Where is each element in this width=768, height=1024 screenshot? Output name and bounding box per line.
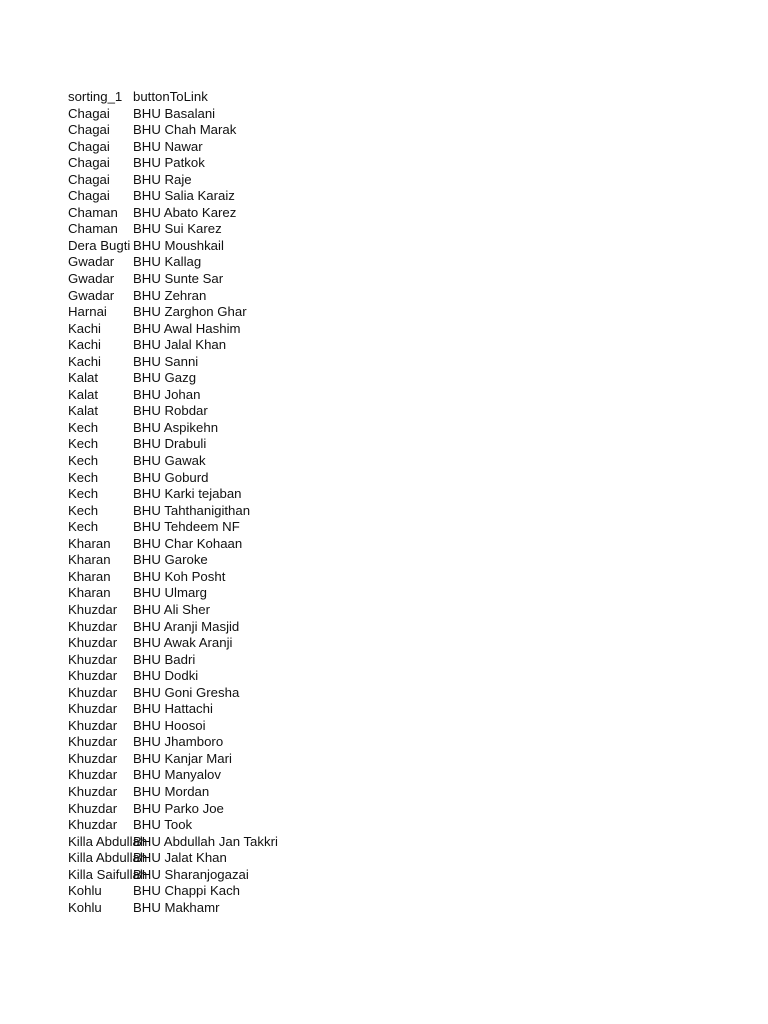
district-cell: Kharan bbox=[68, 535, 111, 551]
facility-cell: BHU Goburd bbox=[133, 469, 209, 485]
facility-cell: BHU Kallag bbox=[133, 254, 202, 270]
district-cell: Killa Abdullah bbox=[68, 833, 148, 849]
district-cell: Khuzdar bbox=[68, 717, 118, 733]
district-cell: Kalat bbox=[68, 370, 99, 386]
facility-cell: BHU Basalani bbox=[133, 105, 216, 121]
facility-cell: BHU Aranji Masjid bbox=[133, 618, 240, 634]
facility-cell: BHU Chah Marak bbox=[133, 122, 237, 138]
facility-cell: BHU Drabuli bbox=[133, 436, 207, 452]
district-cell: Khuzdar bbox=[68, 684, 118, 700]
district-cell: Chaman bbox=[68, 221, 118, 237]
district-cell: Kachi bbox=[68, 320, 101, 336]
district-cell: Kech bbox=[68, 436, 99, 452]
district-cell: Killa Abdullah bbox=[68, 850, 148, 866]
facility-cell: BHU Robdar bbox=[133, 403, 208, 419]
district-cell: Khuzdar bbox=[68, 618, 118, 634]
facility-cell: BHU Karki tejaban bbox=[133, 486, 242, 502]
facility-cell: BHU Jalat Khan bbox=[133, 850, 227, 866]
facility-cell: BHU Jalal Khan bbox=[133, 337, 227, 353]
district-cell: Gwadar bbox=[68, 287, 115, 303]
district-cell: Khuzdar bbox=[68, 783, 118, 799]
district-cell: Khuzdar bbox=[68, 651, 118, 667]
district-cell: Kech bbox=[68, 419, 99, 435]
facility-cell: BHU Char Kohaan bbox=[133, 535, 243, 551]
facility-cell: BHU Nawar bbox=[133, 138, 203, 154]
district-cell: Dera Bugti bbox=[68, 237, 131, 253]
facility-cell: BHU Jhamboro bbox=[133, 734, 224, 750]
district-cell: Kohlu bbox=[68, 883, 102, 899]
district-cell: Chagai bbox=[68, 155, 110, 171]
district-cell: Harnai bbox=[68, 304, 107, 320]
district-cell: Kachi bbox=[68, 337, 101, 353]
facility-cell: BHU Koh Posht bbox=[133, 568, 226, 584]
facility-cell: BHU Ali Sher bbox=[133, 601, 210, 617]
district-cell: Khuzdar bbox=[68, 635, 118, 651]
facility-cell: BHU Tehdeem NF bbox=[133, 519, 240, 535]
district-cell: Kech bbox=[68, 469, 99, 485]
district-cell: Khuzdar bbox=[68, 668, 118, 684]
district-cell: Kachi bbox=[68, 353, 101, 369]
facility-cell: BHU Aspikehn bbox=[133, 419, 219, 435]
facility-cell: BHU Gawak bbox=[133, 453, 206, 469]
facility-cell: BHU Tahthanigithan bbox=[133, 502, 251, 518]
facility-cell: BHU Patkok bbox=[133, 155, 205, 171]
district-cell: Kech bbox=[68, 486, 99, 502]
district-cell: Chagai bbox=[68, 122, 110, 138]
facility-cell: BHU Mordan bbox=[133, 783, 210, 799]
facility-cell: BHU Garoke bbox=[133, 552, 208, 568]
district-cell: Khuzdar bbox=[68, 767, 118, 783]
facility-cell: BHU Ulmarg bbox=[133, 585, 208, 601]
district-cell: Chagai bbox=[68, 138, 110, 154]
facility-cell: BHU Gazg bbox=[133, 370, 197, 386]
district-cell: Chaman bbox=[68, 204, 118, 220]
facility-cell: BHU Salia Karaiz bbox=[133, 188, 235, 204]
facility-cell: BHU Hoosoi bbox=[133, 717, 206, 733]
district-cell: Khuzdar bbox=[68, 800, 118, 816]
facility-cell: BHU Goni Gresha bbox=[133, 684, 240, 700]
district-cell: Killa Saifullah bbox=[68, 866, 148, 882]
district-cell: Kech bbox=[68, 502, 99, 518]
district-cell: Khuzdar bbox=[68, 601, 118, 617]
district-cell: Kech bbox=[68, 519, 99, 535]
facility-cell: BHU Chappi Kach bbox=[133, 883, 241, 899]
facility-cell: BHU Zehran bbox=[133, 287, 207, 303]
facility-cell: BHU Sanni bbox=[133, 353, 199, 369]
district-cell: Gwadar bbox=[68, 254, 115, 270]
district-cell: Khuzdar bbox=[68, 750, 118, 766]
district-cell: Khuzdar bbox=[68, 701, 118, 717]
facility-cell: BHU Johan bbox=[133, 386, 201, 402]
facility-cell: BHU Sui Karez bbox=[133, 221, 222, 237]
facility-cell: BHU Sunte Sar bbox=[133, 271, 224, 287]
facility-cell: BHU Makhamr bbox=[133, 899, 220, 915]
district-cell: Gwadar bbox=[68, 271, 115, 287]
header-cell-sorting: sorting_1 bbox=[68, 89, 123, 104]
facility-cell: BHU Sharanjogazai bbox=[133, 866, 249, 882]
district-cell: Kalat bbox=[68, 403, 99, 419]
district-cell: Chagai bbox=[68, 171, 110, 187]
district-cell: Khuzdar bbox=[68, 817, 118, 833]
facility-cell: BHU Moushkail bbox=[133, 237, 224, 253]
district-cell: Kalat bbox=[68, 386, 99, 402]
facility-cell: BHU Dodki bbox=[133, 668, 199, 684]
district-cell: Khuzdar bbox=[68, 734, 118, 750]
facility-cell: BHU Parko Joe bbox=[133, 800, 224, 816]
facility-cell: BHU Abdullah Jan Takkri bbox=[133, 833, 278, 849]
district-cell: Chagai bbox=[68, 105, 110, 121]
facility-cell: BHU Awak Aranji bbox=[133, 635, 233, 651]
facility-cell: BHU Zarghon Ghar bbox=[133, 304, 247, 320]
district-cell: Kharan bbox=[68, 585, 111, 601]
header-cell-button-to-link: buttonToLink bbox=[133, 89, 208, 104]
facility-cell: BHU Awal Hashim bbox=[133, 320, 241, 336]
facility-cell: BHU Kanjar Mari bbox=[133, 750, 232, 766]
district-cell: Kharan bbox=[68, 568, 111, 584]
facility-cell: BHU Manyalov bbox=[133, 767, 221, 783]
facility-cell: BHU Hattachi bbox=[133, 701, 213, 717]
facility-cell: BHU Took bbox=[133, 817, 193, 833]
district-cell: Chagai bbox=[68, 188, 110, 204]
district-cell: Kech bbox=[68, 453, 99, 469]
district-cell: Kharan bbox=[68, 552, 111, 568]
facility-cell: BHU Badri bbox=[133, 651, 196, 667]
district-cell: Kohlu bbox=[68, 899, 102, 915]
facility-cell: BHU Raje bbox=[133, 171, 192, 187]
facility-cell: BHU Abato Karez bbox=[133, 204, 237, 220]
